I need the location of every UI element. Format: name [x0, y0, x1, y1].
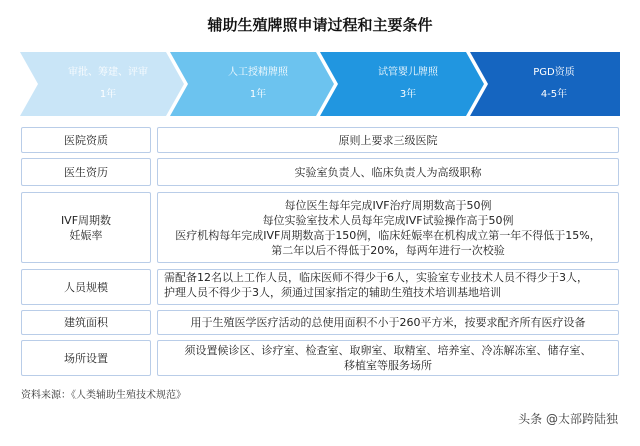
source-note: 资料来源：《人类辅助生殖技术规范》	[21, 390, 186, 401]
stage-1	[38, 52, 178, 116]
stage-name: 人工授精牌照	[228, 67, 288, 78]
condition-value: 用于生殖医学医疗活动的总使用面积不小于260平方米，按要求配齐所有医疗设备	[157, 310, 619, 335]
condition-row-ivf	[21, 192, 619, 263]
condition-value: 原则上要求三级医院	[157, 127, 619, 153]
stage-3	[338, 52, 478, 116]
stage-duration: 1年	[249, 89, 267, 100]
stage-4	[488, 52, 620, 116]
condition-row-staff	[21, 269, 619, 305]
process-timeline	[20, 52, 620, 116]
page-title: 辅助生殖牌照申请过程和主要条件	[207, 16, 433, 34]
stage-duration: 1年	[99, 89, 117, 100]
condition-row-area	[21, 310, 619, 335]
condition-label: 场所设置	[21, 340, 151, 376]
stage-name: 试管婴儿牌照	[378, 67, 438, 78]
condition-value: 须设置候诊区、诊疗室、检查室、取卵室、取精室、培养室、冷冻解冻室、储存室、 移植室等服务场所	[157, 340, 619, 376]
condition-value: 需配备12名以上工作人员，临床医师不得少于6人，实验室专业技术人员不得少于3人， 护理人员不得少于3人，须通过国家指定的辅助生殖技术培训基地培训	[157, 269, 619, 305]
condition-label: 医院资质	[21, 127, 151, 153]
condition-value: 每位医生每年完成IVF治疗周期数高于50例 每位实验室技术人员每年完成IVF试验操作高于50例 医疗机构每年完成IVF周期数高于150例，临床妊娠率在机构成立第一年不得低于15%， 第二年以后不得低于20%，每两年进行一次校验	[157, 192, 619, 263]
condition-value: 实验室负责人、临床负责人为高级职称	[157, 158, 619, 186]
condition-label: 人员规模	[21, 269, 151, 305]
condition-label: IVF周期数 妊娠率	[21, 192, 151, 263]
condition-row-facility	[21, 340, 619, 376]
stage-duration: 4-5年	[540, 89, 568, 100]
condition-label: 建筑面积	[21, 310, 151, 335]
condition-label: 医生资历	[21, 158, 151, 186]
stage-2	[188, 52, 328, 116]
watermark: 头条 @太部跨陆独	[518, 412, 618, 426]
stage-name: PGD资质	[533, 67, 575, 78]
stage-name: 审批、筹建、评审	[68, 67, 148, 78]
condition-row-doctor	[21, 158, 619, 186]
stage-duration: 3年	[399, 89, 417, 100]
condition-row-hospital	[21, 127, 619, 153]
